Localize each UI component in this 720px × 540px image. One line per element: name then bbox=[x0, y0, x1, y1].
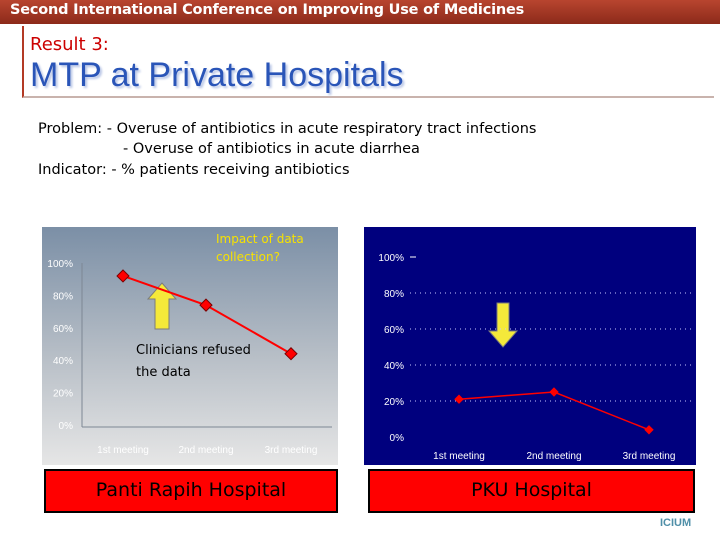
conference-banner bbox=[0, 0, 720, 24]
x-tick-label: 3rd meeting bbox=[264, 445, 318, 456]
data-point bbox=[550, 388, 558, 396]
logo-text: ICIUM bbox=[660, 517, 692, 529]
indicator-line: Indicator: - % patients receiving antibiotics bbox=[38, 162, 350, 178]
slide-title: MTP at Private Hospitals bbox=[30, 56, 404, 94]
panti-rapih-caption bbox=[44, 469, 338, 513]
icium-logo bbox=[660, 514, 716, 536]
annotation-refused-line-1: Clinicians refused bbox=[136, 343, 251, 358]
y-tick-label: 80% bbox=[383, 289, 404, 300]
y-tick-label: 20% bbox=[52, 388, 73, 400]
x-tick-label: 1st meeting bbox=[97, 445, 149, 456]
x-tick-label: 2nd meeting bbox=[526, 451, 582, 462]
pku-caption bbox=[368, 469, 695, 513]
annotation-impact-line-1: Impact of data bbox=[216, 232, 304, 246]
data-point bbox=[455, 395, 463, 403]
pku-chart-svg bbox=[364, 227, 696, 465]
pku-caption-text: PKU Hospital bbox=[471, 479, 592, 501]
conference-title: Second International Conference on Improving Use of Medicines bbox=[10, 2, 525, 18]
problem-line-2: - Overuse of antibiotics in acute diarrhea bbox=[123, 141, 420, 157]
pku-chart bbox=[364, 227, 696, 465]
x-tick-label: 2nd meeting bbox=[178, 445, 234, 456]
panti-rapih-chart-svg bbox=[42, 227, 338, 465]
y-tick-label: 20% bbox=[383, 397, 404, 408]
result-label: Result 3: bbox=[30, 34, 109, 55]
x-tick-label: 1st meeting bbox=[433, 451, 485, 462]
y-tick-label: 80% bbox=[52, 291, 73, 303]
y-tick-label: 0% bbox=[58, 421, 73, 432]
y-tick-label: 60% bbox=[383, 325, 404, 336]
y-tick-label: 40% bbox=[52, 356, 73, 368]
data-point bbox=[645, 426, 653, 434]
series-line bbox=[459, 392, 649, 430]
y-tick-label: 100% bbox=[378, 253, 404, 264]
y-tick-label: 40% bbox=[383, 361, 404, 372]
problem-line-1: Problem: - Overuse of antibiotics in acute respiratory tract infections bbox=[38, 121, 537, 137]
y-tick-label: 0% bbox=[389, 433, 404, 444]
panti-rapih-chart bbox=[42, 227, 338, 465]
x-tick-label: 3rd meeting bbox=[622, 451, 676, 462]
y-tick-label: 100% bbox=[47, 259, 73, 270]
y-tick-label: 60% bbox=[52, 323, 73, 335]
panti-rapih-caption-text: Panti Rapih Hospital bbox=[95, 479, 287, 501]
down-arrow-icon bbox=[489, 303, 517, 347]
annotation-refused-line-2: the data bbox=[136, 365, 191, 380]
annotation-impact-line-2: collection? bbox=[216, 250, 280, 264]
